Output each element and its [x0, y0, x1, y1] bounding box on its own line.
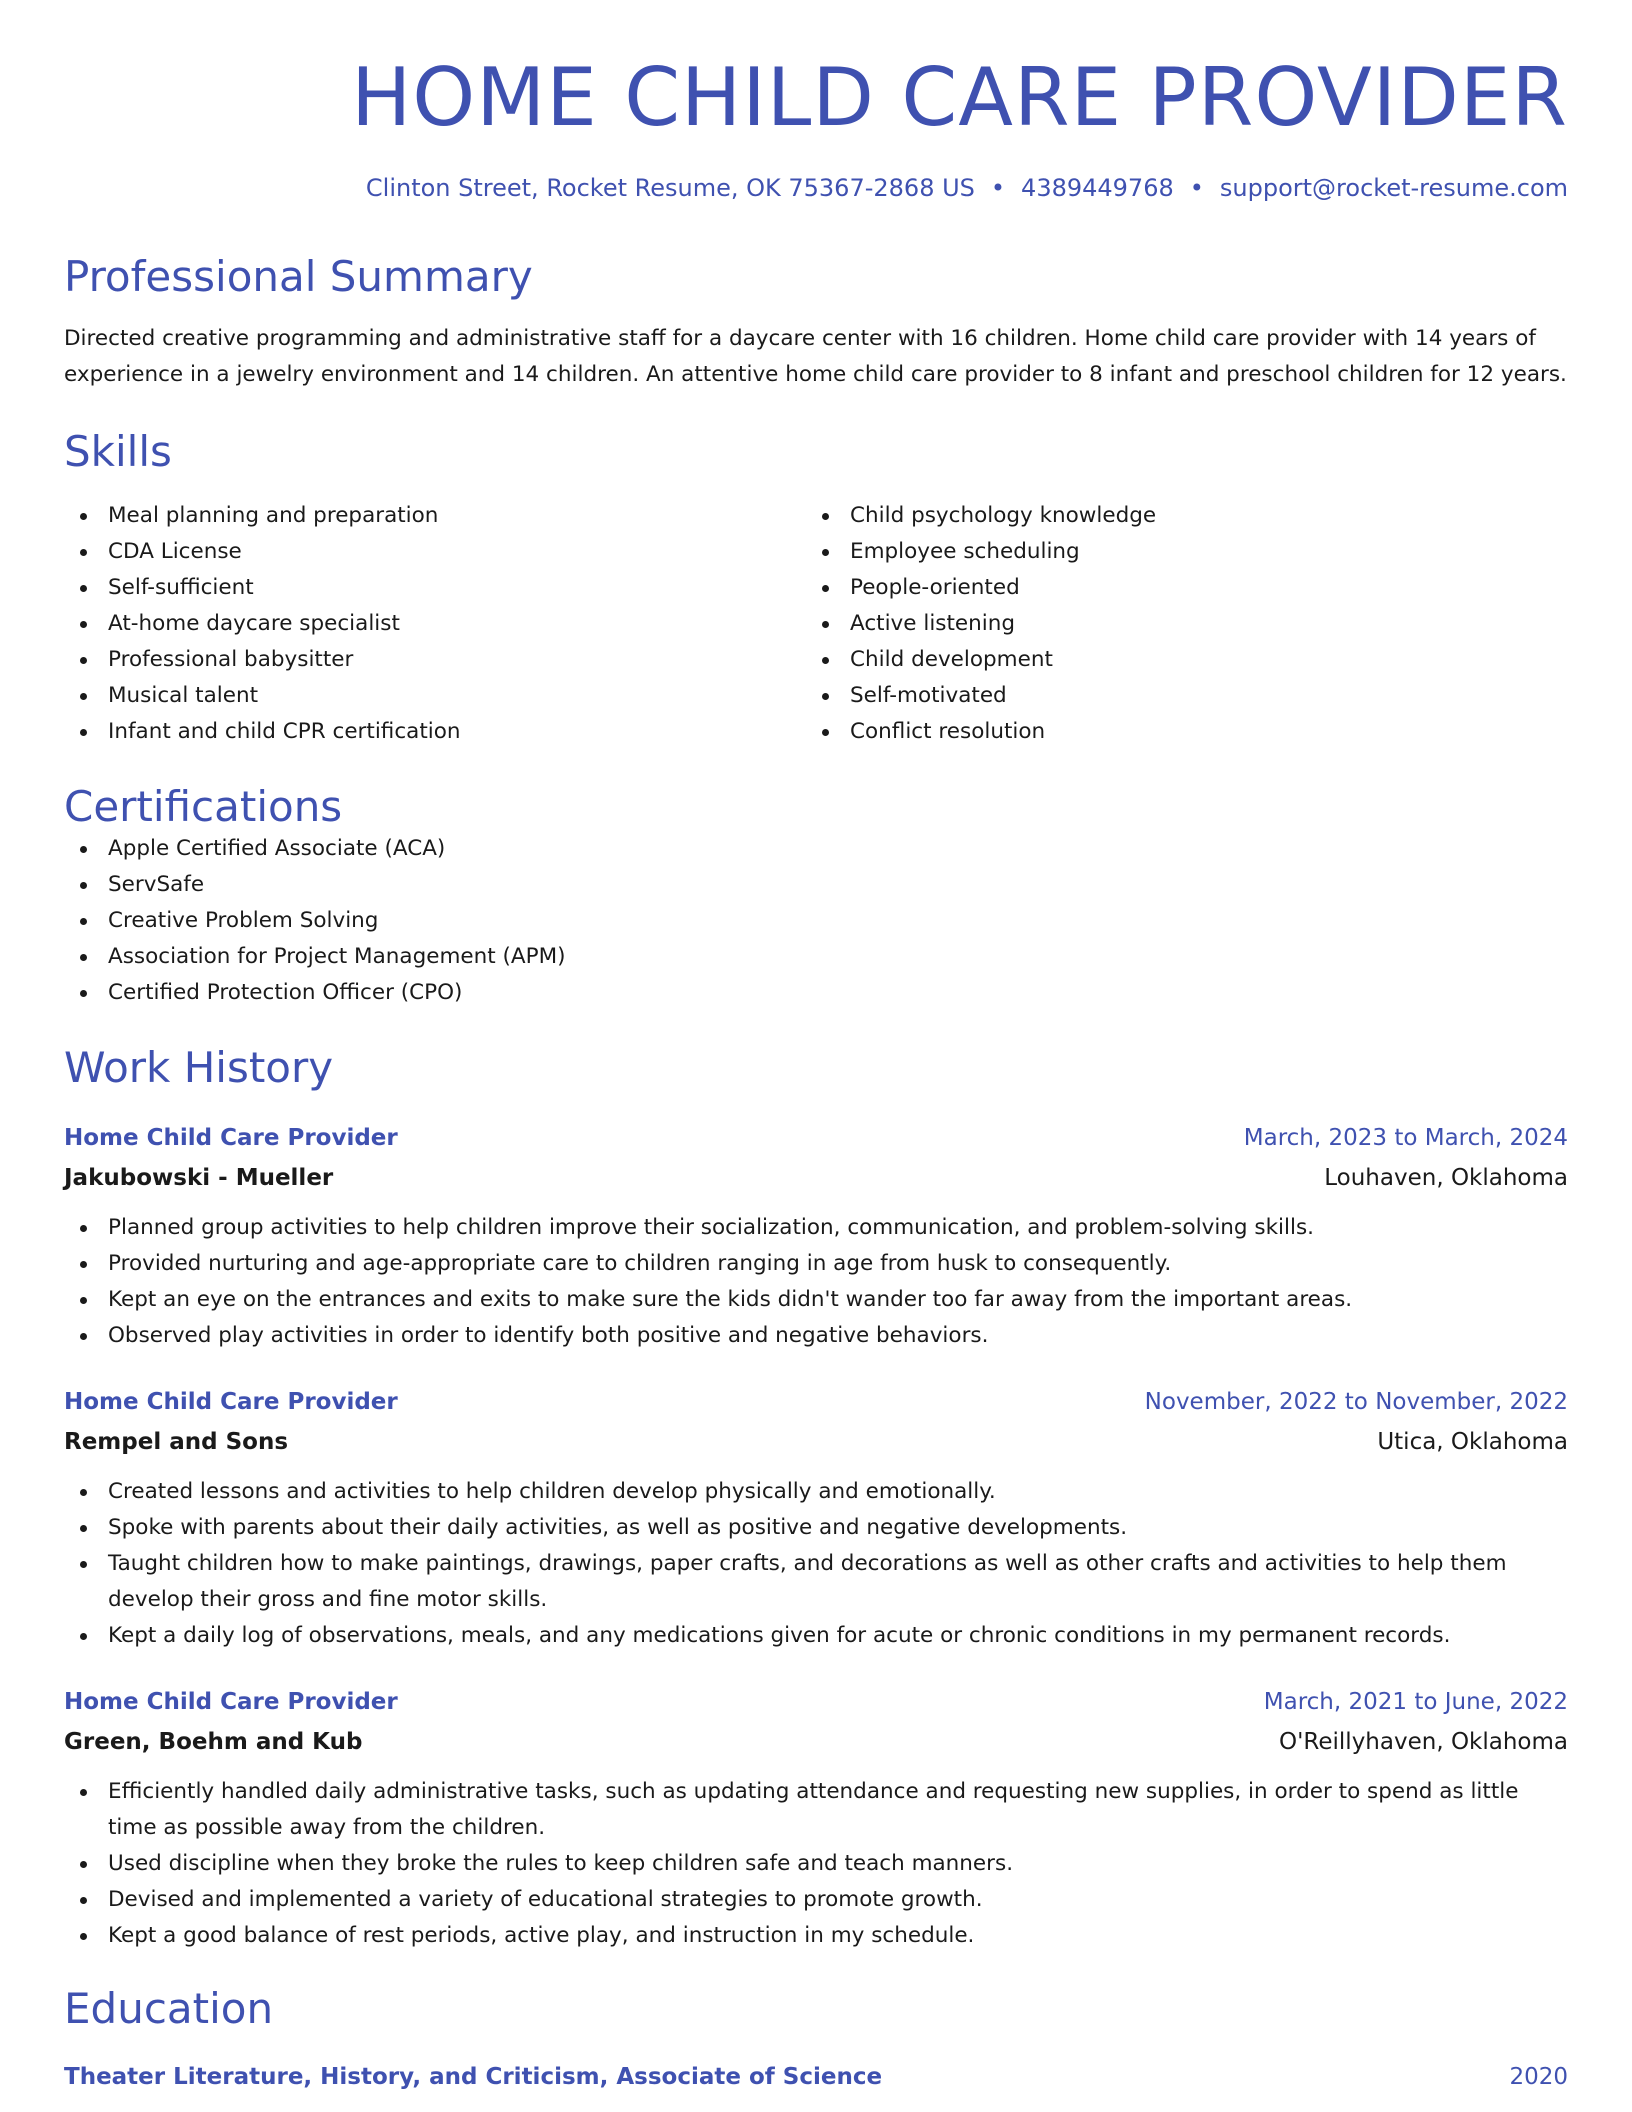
skill-item: Conflict resolution [806, 714, 1548, 750]
section-title-work-history: Work History [64, 1043, 334, 1092]
job-location: Utica, Oklahoma [1377, 1429, 1568, 1455]
job-dates: March, 2023 to March, 2024 [1243, 1125, 1568, 1151]
job-title: Home Child Care Provider [64, 1125, 398, 1151]
job-company-row [64, 1422, 1568, 1462]
skill-item: Professional babysitter [64, 642, 806, 678]
skill-item: People-oriented [806, 570, 1548, 606]
job-entry [64, 1382, 1568, 1654]
section-title-certifications: Certifications [64, 782, 343, 831]
skill-item: Infant and child CPR certification [64, 714, 806, 750]
job-dates: March, 2021 to June, 2022 [1263, 1689, 1568, 1715]
certification-item: Apple Certified Associate (ACA) [64, 831, 1568, 867]
education-year: 2020 [1509, 2064, 1568, 2090]
job-bullet: Kept a good balance of rest periods, active play, and instruction in my schedule. [64, 1918, 1568, 1954]
job-bullet: Kept an eye on the entrances and exits to make sure the kids didn't wander too far away from the important areas. [64, 1282, 1568, 1318]
contact-separator: • [990, 174, 1006, 202]
job-header-row [64, 1682, 1568, 1722]
skill-item: Employee scheduling [806, 534, 1548, 570]
job-bullet: Kept a daily log of observations, meals, and any medications given for acute or chronic conditions in my permanent records. [64, 1618, 1568, 1654]
section-title-summary: Professional Summary [64, 252, 533, 301]
skill-item: Self-sufficient [64, 570, 806, 606]
job-company: Green, Boehm and Kub [64, 1729, 363, 1755]
job-bullet: Created lessons and activities to help children develop physically and emotionally. [64, 1474, 1568, 1510]
contact-separator: • [1189, 174, 1204, 202]
job-bullets [64, 1210, 1568, 1354]
job-dates: November, 2022 to November, 2022 [1144, 1389, 1568, 1415]
job-bullet: Taught children how to make paintings, drawings, paper crafts, and decorations as well as other crafts and activities to help them develop their gross and fine motor skills. [64, 1546, 1568, 1618]
job-header-row [64, 1382, 1568, 1422]
skill-item: Active listening [806, 606, 1548, 642]
job-company-row [64, 1722, 1568, 1762]
skills-columns [64, 498, 1568, 750]
section-title-education: Education [64, 1984, 274, 2033]
job-company-row [64, 1158, 1568, 1198]
job-bullet: Spoke with parents about their daily activities, as well as positive and negative developments. [64, 1510, 1568, 1546]
skill-item: At-home daycare specialist [64, 606, 806, 642]
skill-item: Meal planning and preparation [64, 498, 806, 534]
contact-line [64, 174, 1568, 202]
job-location: Louhaven, Oklahoma [1324, 1165, 1568, 1191]
job-bullet: Efficiently handled daily administrative tasks, such as updating attendance and requesting new supplies, in order to spend as little time as possible away from the children. [64, 1774, 1568, 1846]
skills-list-left [64, 498, 806, 750]
certification-item: Association for Project Management (APM) [64, 939, 1568, 975]
job-company: Rempel and Sons [64, 1429, 289, 1455]
job-location: O'Reillyhaven, Oklahoma [1279, 1729, 1568, 1755]
education-entry [64, 2057, 1568, 2097]
job-bullet: Planned group activities to help children improve their socialization, communication, and problem-solving skills. [64, 1210, 1568, 1246]
job-bullet: Used discipline when they broke the rules to keep children safe and teach manners. [64, 1846, 1568, 1882]
job-title: Home Child Care Provider [64, 1689, 398, 1715]
job-entry [64, 1118, 1568, 1354]
resume-page [64, 0, 1568, 2097]
job-header-row [64, 1118, 1568, 1158]
skill-item: Child psychology knowledge [806, 498, 1548, 534]
job-entry [64, 1682, 1568, 1954]
skill-item: Musical talent [64, 678, 806, 714]
job-title: Home Child Care Provider [64, 1389, 398, 1415]
certification-item: Certified Protection Officer (CPO) [64, 975, 1568, 1011]
certifications-list [64, 831, 1568, 1011]
contact-address: Clinton Street, Rocket Resume, OK 75367-2868 US [365, 174, 975, 202]
job-bullet: Observed play activities in order to identify both positive and negative behaviors. [64, 1318, 1568, 1354]
resume-name: HOME CHILD CARE PROVIDER [351, 51, 1568, 144]
skills-list-right [806, 498, 1548, 750]
job-bullets [64, 1774, 1568, 1954]
skill-item: Self-motivated [806, 678, 1548, 714]
section-title-skills: Skills [64, 427, 172, 476]
summary-text: Directed creative programming and administrative staff for a daycare center with 16 children. Home child care provider with 14 years of experience in a jewelry environment and 14 children. An attentive home child care provider to 8 infant and preschool children for 12 years. [64, 326, 1567, 387]
certification-item: ServSafe [64, 867, 1568, 903]
job-bullet: Devised and implemented a variety of educational strategies to promote growth. [64, 1882, 1568, 1918]
job-company: Jakubowski - Mueller [64, 1165, 334, 1191]
contact-phone: 4389449768 [1021, 174, 1174, 202]
skill-item: Child development [806, 642, 1548, 678]
education-degree: Theater Literature, History, and Criticism, Associate of Science [64, 2064, 883, 2090]
job-bullets [64, 1474, 1568, 1654]
contact-email[interactable]: support@rocket-resume.com [1219, 174, 1568, 202]
certification-item: Creative Problem Solving [64, 903, 1568, 939]
skill-item: CDA License [64, 534, 806, 570]
job-bullet: Provided nurturing and age-appropriate care to children ranging in age from husk to consequently. [64, 1246, 1568, 1282]
